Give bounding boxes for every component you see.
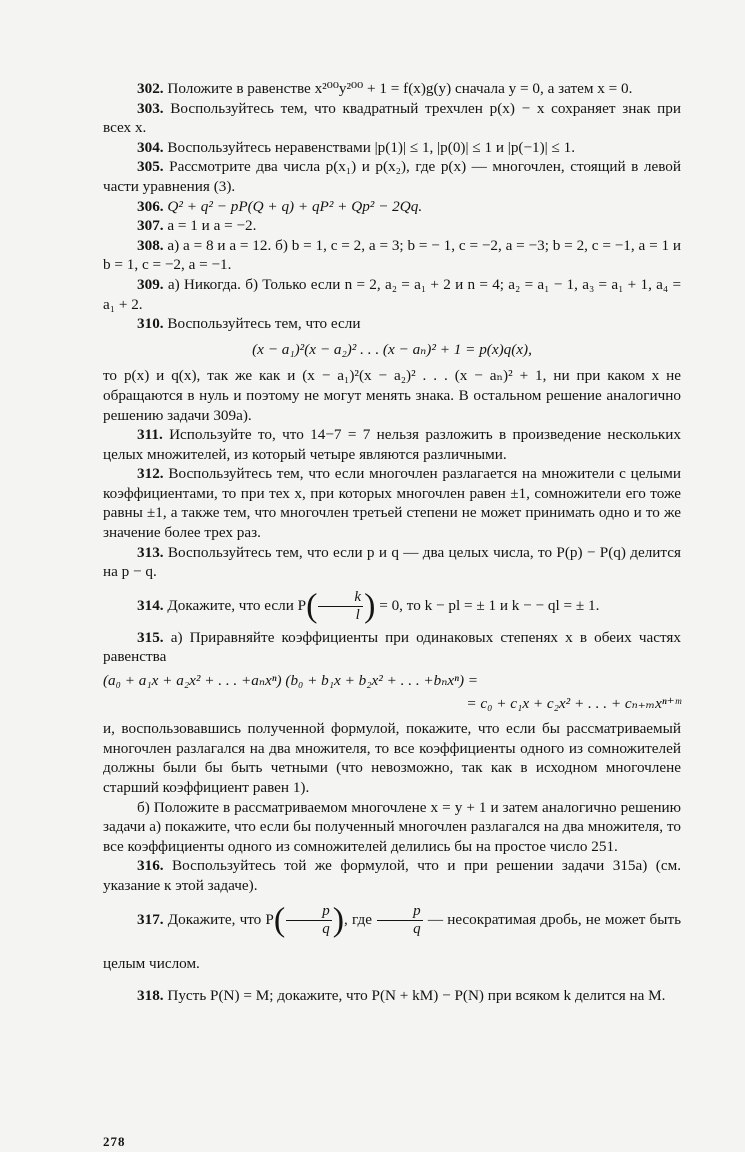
document-page [103,79,681,1005]
answer-308: 308. а) a = 8 и a = 12. б) b = 1, c = 2, a = 3; b = − 1, c = −2, a = −3; b = 2, c = −1, a = 1 и b = 1, c = −2, a = −1. [103,236,682,274]
answer-315: 315. а) Приравняйте коэффициенты при одинаковых степенях x в обеих частях равенства [103,628,681,666]
formula-310: (x − a₁)²(x − a₂)² . . . (x − aₙ)² + 1 = p(x)q(x), [252,340,532,358]
formula-315-right: = c₀ + c₁x + c₂x² + . . . + cₙ₊ₘxⁿ⁺ᵐ [466,694,681,712]
answer-317: 317. Докажите, что P( $\frac{p}{q}$ ), где $\frac{p}{q}$ — несократимая дробь, не может быть целым числом. [103,901,682,972]
answer-312: 312. Воспользуйтесь тем, что если многочлен разлагается на множители с целыми коэффициентами, то при тех x, при которых многочлен равен ±1, сомножители его тоже равны ±1, а также тем, что многочлен третьей степени не может принимать одно и то же значение более трех раз. [103,465,681,542]
answer-306: 306. Q² + q² − pP(Q + q) + qP² + Qp² − 2Qq. [137,197,423,215]
answer-303: 303. Воспользуйтесь тем, что квадратный трехчлен p(x) − x сохраняет знак при всех x. [103,99,682,137]
answer-309: 309. а) Никогда. б) Только если n = 2, a₂ = a₁ + 2 и n = 4; a₂ = a₁ − 1, a₃ = a₁ + 1, a₄ = a₁ + 2. [103,275,682,313]
answer-310: 310. Воспользуйтесь тем, что если [137,315,361,333]
formula-315-left: (a₀ + a₁x + a₂x² + . . . +aₙxⁿ) (b₀ + b₁x + b₂x² + . . . +bₙxⁿ) = [103,672,479,690]
answer-304: 304. Воспользуйтесь неравенствами |p(1)| ≤ 1, |p(0)| ≤ 1 и |p(−1)| ≤ 1. [137,138,576,156]
answer-316: 316. Воспользуйтесь той же формулой, что и при решении задачи 315а) (см. указание к этой задаче). [103,857,681,894]
fraction-p-over-q-2: $\frac{p}{q}$ [377,903,423,938]
answer-311: 311. Используйте то, что 14−7 = 7 нельзя разложить в произведение нескольких целых множителей, из который четыре являются различными. [103,426,681,463]
answer-310-continued: то p(x) и q(x), так же как и (x − a₁)²(x − a₂)² . . . (x − aₙ)² + 1, ни при каком x не обращаются в нуль и поэтому не могут менять знака. В остальном решение аналогично решению задачи 309а). [103,367,681,424]
fraction-k-over-l: $\frac{k}{l}$ [318,589,363,624]
fraction-p-over-q: $\frac{p}{q}$ [286,903,332,938]
answer-314: 314. Докажите, что если P( $\frac{k}{l}$ ) = 0, то k − pl = ± 1 и k − − ql = ± 1. [137,587,600,625]
page-number: 278 [103,1134,126,1149]
answer-315b: б) Положите в рассматриваемом многочлене x = y + 1 и затем аналогично решению задачи а) покажите, что если бы полученный многочлен разлагался на два множителя, то все коэффициенты одного из сомножителей делились бы на простое число 251. [103,798,681,855]
answer-302: 302. Положите в равенстве x²⁰⁰y²⁰⁰ + 1 = f(x)g(y) сначала y = 0, а затем x = 0. [137,80,633,97]
answer-318: 318. Пусть P(N) = M; докажите, что P(N + kM) − P(N) при всяком k делится на M. [137,986,666,1004]
answer-313: 313. Воспользуйтесь тем, что если p и q — два целых числа, то P(p) − P(q) делится на p − q. [103,543,681,581]
answer-307: 307. a = 1 и a = −2. [137,217,257,235]
answer-315-continued: и, воспользовавшись полученной формулой, покажите, что если бы рассматриваемый многочлен разлагался на два множителя, то все коэффициенты одного из сомножителей должны были бы быть четными (что невозможно, так как в исходном многочлене старший коэффициент равен 1). [103,720,681,796]
answer-305: 305. Рассмотрите два числа p(x₁) и p(x₂), где p(x) — многочлен, стоящий в левой части уравнения (3). [103,158,682,195]
